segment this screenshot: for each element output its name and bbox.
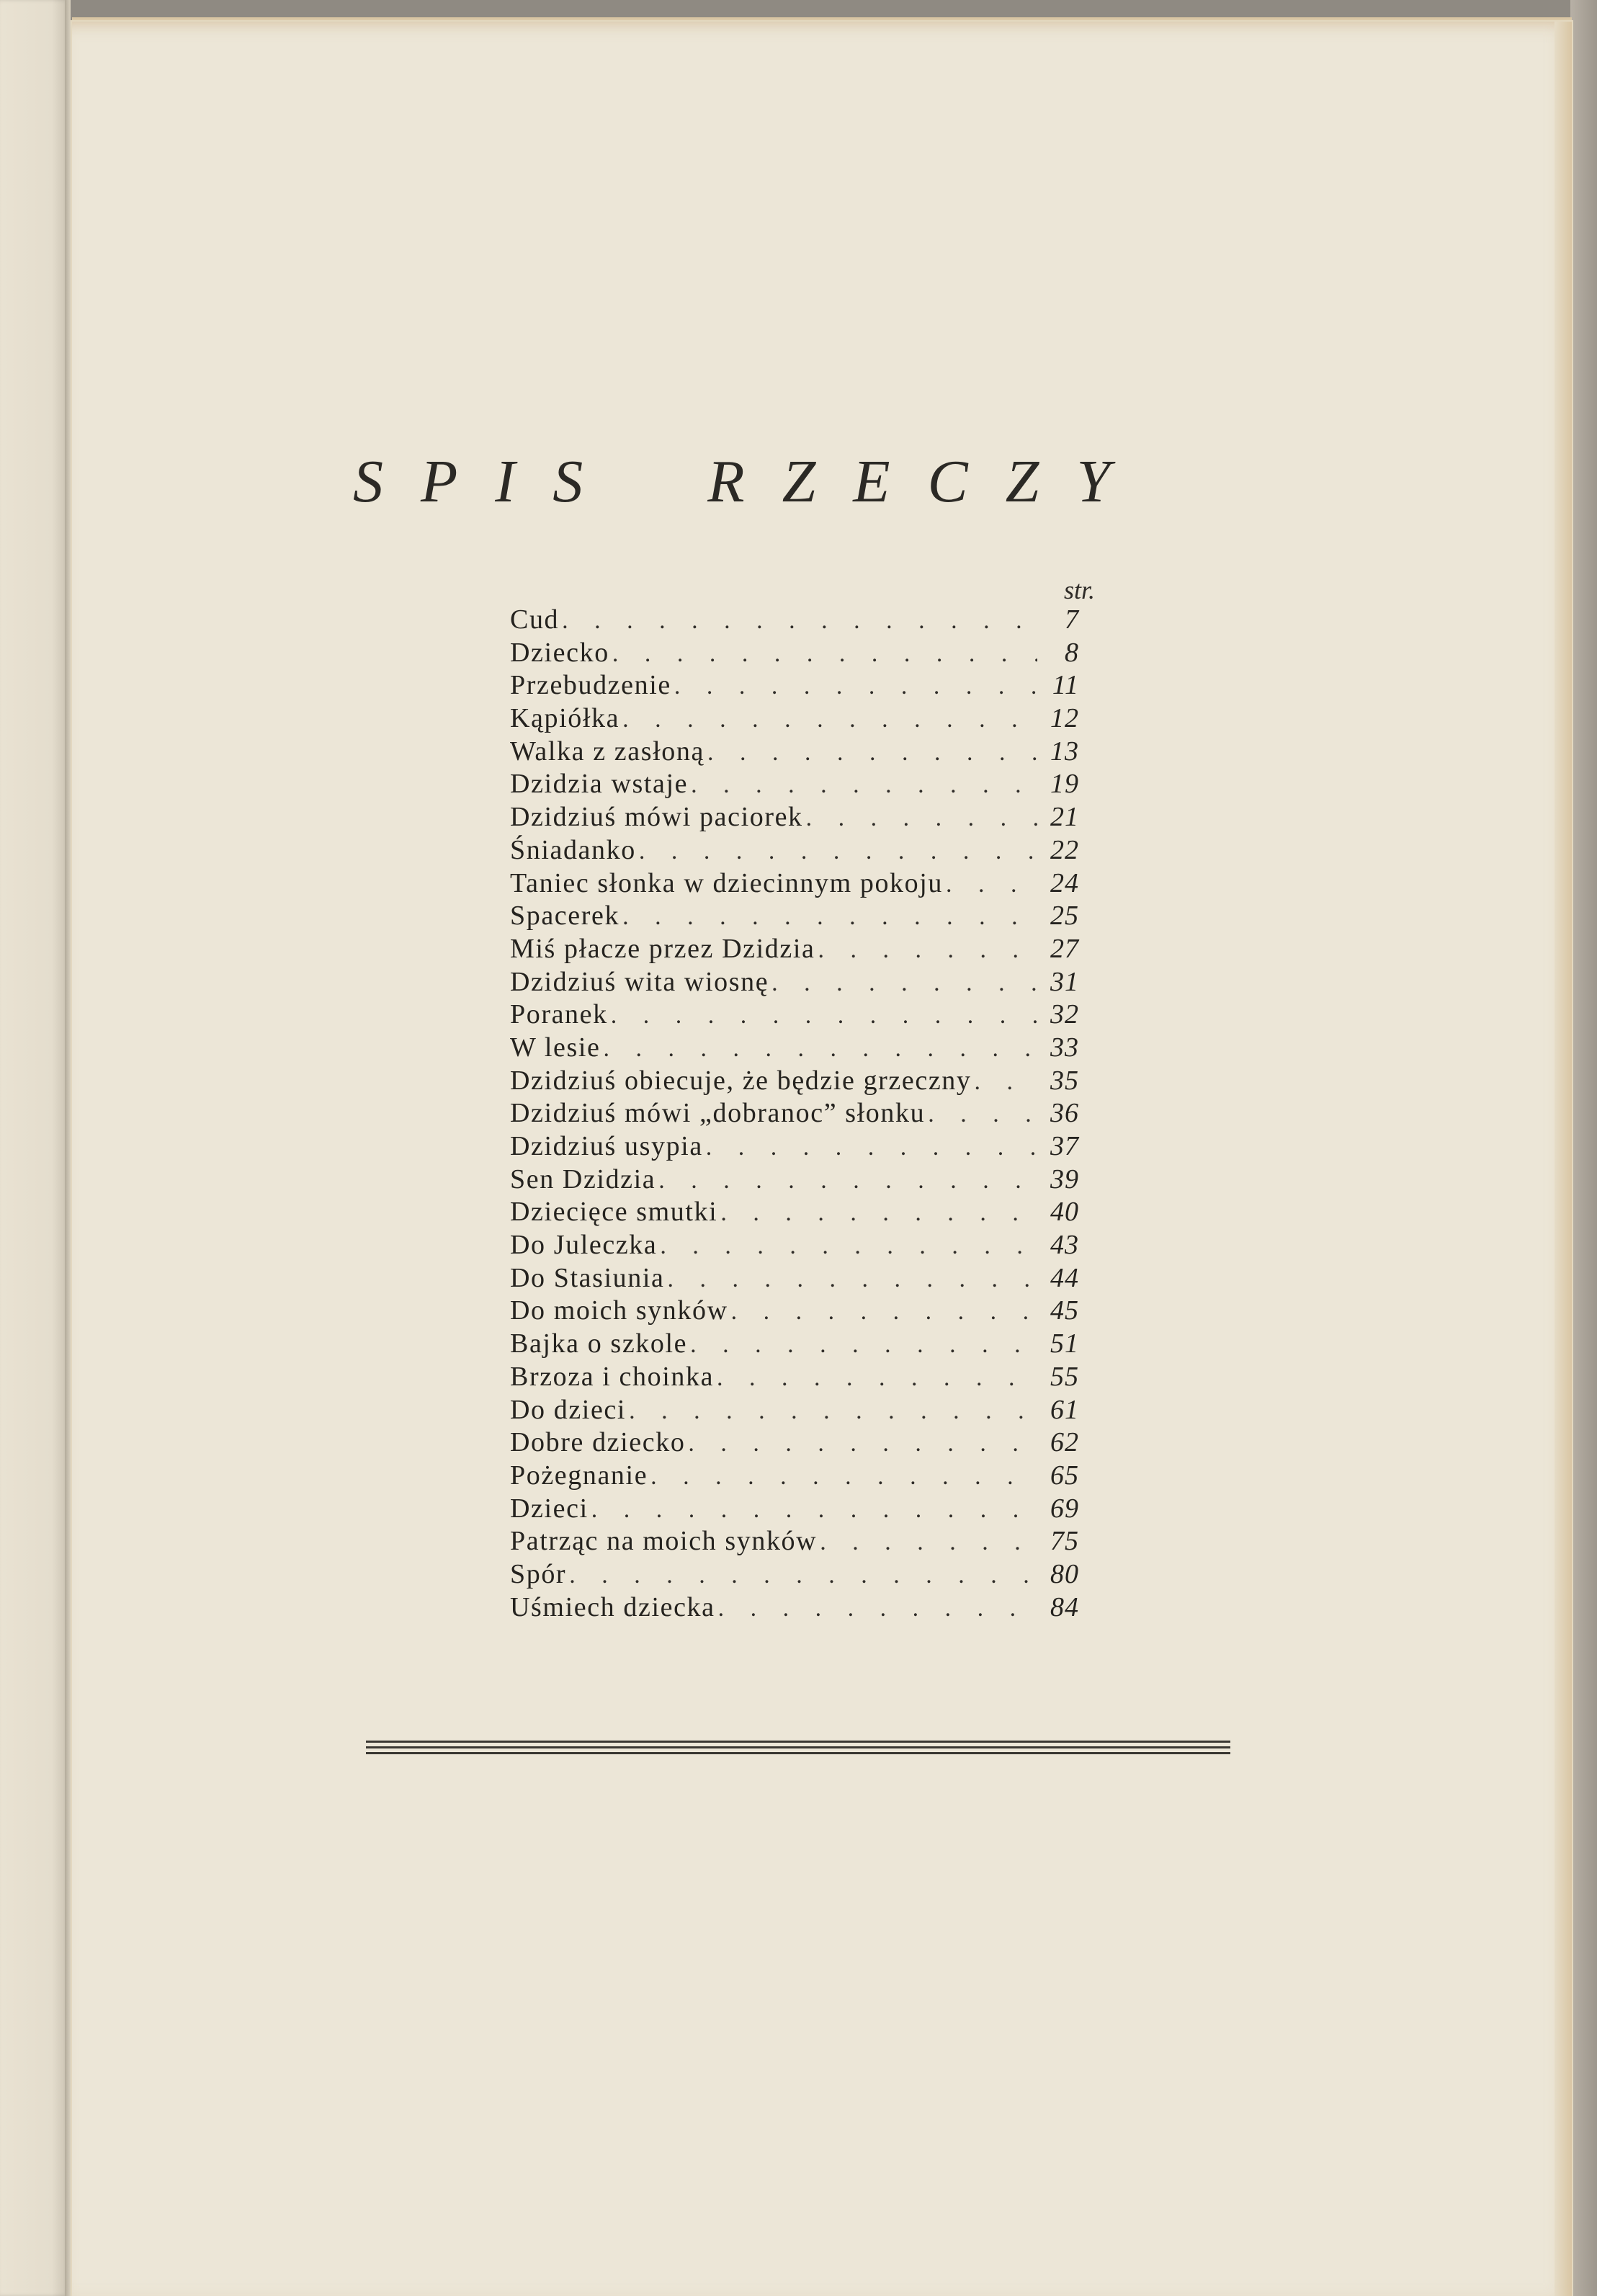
toc-entry — [510, 768, 1079, 801]
toc-entry-page: 44 — [1050, 1262, 1079, 1293]
toc-dot-leader — [818, 934, 1037, 967]
rule-line-middle — [366, 1746, 1230, 1748]
toc-dot-leader — [569, 1559, 1037, 1592]
toc-dot-leader — [946, 868, 1037, 901]
toc-entry — [510, 933, 1079, 966]
toc-entry-page: 62 — [1050, 1427, 1079, 1458]
toc-entry-page: 37 — [1050, 1131, 1079, 1161]
toc-entry — [510, 604, 1079, 637]
toc-entry — [510, 1130, 1079, 1163]
toc-entry-page: 75 — [1050, 1526, 1079, 1557]
toc-dot-leader — [660, 1230, 1037, 1263]
toc-entry-page: 24 — [1050, 867, 1079, 898]
toc-entry-title: Śniadanko — [510, 834, 636, 865]
toc-entry-page: 84 — [1050, 1591, 1079, 1622]
toc-entry-title: Dzidziuś wita wiosnę — [510, 966, 769, 997]
toc-entry-title: Sen Dzidzia — [510, 1163, 656, 1194]
toc-entry-title: Dzidziuś obiecuje, że będzie grzeczny — [510, 1065, 972, 1096]
toc-entry — [510, 1558, 1079, 1591]
toc-dot-leader — [611, 999, 1037, 1032]
page-number-column-label: str. — [1063, 576, 1095, 604]
toc-entry — [510, 637, 1079, 670]
toc-entry — [510, 1229, 1079, 1262]
toc-dot-leader — [691, 769, 1037, 802]
toc-entry-title: Dzieci — [510, 1493, 589, 1524]
toc-entry — [510, 1295, 1079, 1328]
toc-entry — [510, 834, 1079, 867]
toc-entry-title: Kąpiółka — [510, 703, 620, 734]
toc-dot-leader — [604, 1032, 1037, 1066]
toc-entry — [510, 1196, 1079, 1229]
toc-entry-title: Spacerek — [510, 901, 620, 932]
toc-entry-title: Pożegnanie — [510, 1460, 648, 1491]
toc-entry — [510, 1591, 1079, 1625]
toc-dot-leader — [718, 1592, 1037, 1625]
toc-dot-leader — [720, 1197, 1037, 1230]
toc-entry-page: 61 — [1050, 1394, 1079, 1425]
toc-entry-title: Miś płacze przez Dzidzia — [510, 933, 815, 964]
toc-dot-leader — [975, 1066, 1038, 1099]
toc-entry-title: Bajka o szkole — [510, 1328, 688, 1359]
toc-entry-title: Spór — [510, 1558, 567, 1589]
toc-entry-page: 33 — [1050, 1032, 1079, 1063]
toc-entry-title: Do dzieci — [510, 1394, 627, 1425]
toc-entry — [510, 1394, 1079, 1427]
toc-dot-leader — [706, 1131, 1037, 1164]
toc-entry — [510, 1328, 1079, 1361]
toc-entry-page: 25 — [1050, 901, 1079, 932]
page-title: SPIS RZECZY — [353, 448, 1148, 515]
toc-entry — [510, 1097, 1079, 1130]
toc-entry-title: Walka z zasłoną — [510, 736, 704, 767]
toc-dot-leader — [771, 967, 1037, 1000]
toc-dot-leader — [639, 835, 1037, 868]
toc-dot-leader — [690, 1328, 1037, 1362]
toc-entry-title: Przebudzenie — [510, 670, 671, 701]
toc-entry-page: 65 — [1050, 1460, 1079, 1491]
rule-line-bottom — [366, 1752, 1230, 1754]
toc-entry-title: Dzidziuś usypia — [510, 1131, 703, 1161]
toc-entry — [510, 702, 1079, 736]
toc-dot-leader — [667, 1263, 1037, 1296]
toc-entry-page: 31 — [1050, 966, 1079, 997]
toc-entry-title: Dzidziuś mówi paciorek — [510, 802, 803, 833]
left-page-edge — [0, 0, 69, 2296]
toc-entry-page: 39 — [1050, 1163, 1079, 1194]
toc-entry-page: 12 — [1050, 703, 1079, 734]
toc-entry-title: Patrząc na moich synków — [510, 1526, 818, 1557]
toc-entry — [510, 867, 1079, 901]
toc-entry-page: 8 — [1065, 637, 1079, 668]
toc-entry-page: 40 — [1050, 1197, 1079, 1228]
toc-entry-page: 11 — [1052, 670, 1079, 701]
toc-entry — [510, 1262, 1079, 1295]
toc-dot-leader — [928, 1098, 1037, 1131]
toc-entry — [510, 999, 1079, 1032]
toc-dot-leader — [806, 802, 1037, 835]
toc-entry-page: 13 — [1050, 736, 1079, 767]
toc-entry — [510, 1065, 1079, 1098]
toc-entry-page: 51 — [1050, 1328, 1079, 1359]
book-gutter — [65, 0, 71, 2296]
rule-line-top — [366, 1741, 1230, 1743]
toc-entry-title: Dobre dziecko — [510, 1427, 686, 1458]
toc-entry-title: W lesie — [510, 1032, 601, 1063]
toc-dot-leader — [629, 1395, 1037, 1428]
toc-entry-page: 43 — [1050, 1230, 1079, 1261]
toc-entry-title: Taniec słonka w dziecinnym pokoju — [510, 867, 943, 898]
toc-entry-title: Brzoza i choinka — [510, 1361, 715, 1392]
toc-entry-title: Do Juleczka — [510, 1230, 658, 1261]
toc-entry-page: 35 — [1050, 1065, 1079, 1096]
toc-dot-leader — [731, 1295, 1037, 1328]
toc-entry-page: 27 — [1050, 933, 1079, 964]
toc-entry-title: Uśmiech dziecka — [510, 1591, 715, 1622]
toc-entry — [510, 669, 1079, 702]
toc-dot-leader — [650, 1460, 1037, 1493]
toc-entry-page: 55 — [1050, 1361, 1079, 1392]
toc-entry-title: Cud — [510, 604, 560, 635]
toc-dot-leader — [820, 1526, 1037, 1559]
toc-entry — [510, 966, 1079, 999]
double-rule-divider — [366, 1741, 1230, 1756]
toc-entry — [510, 1460, 1079, 1493]
toc-dot-leader — [591, 1493, 1037, 1527]
toc-entry-title: Do moich synków — [510, 1295, 728, 1326]
toc-entry — [510, 801, 1079, 834]
toc-entry-page: 7 — [1065, 604, 1079, 635]
background-shadow — [1570, 0, 1597, 2296]
toc-entry — [510, 1361, 1079, 1394]
toc-entry-title: Dzidzia wstaje — [510, 769, 689, 800]
table-of-contents — [510, 604, 1079, 1624]
toc-entry — [510, 736, 1079, 769]
toc-dot-leader — [612, 638, 1037, 671]
toc-entry-page: 19 — [1050, 769, 1079, 800]
toc-entry — [510, 1426, 1079, 1460]
toc-dot-leader — [674, 670, 1037, 703]
toc-entry — [510, 900, 1079, 933]
toc-entry — [510, 1493, 1079, 1526]
toc-entry-page: 45 — [1050, 1295, 1079, 1326]
toc-entry-page: 22 — [1050, 834, 1079, 865]
toc-dot-leader — [622, 703, 1037, 736]
toc-entry-page: 21 — [1050, 802, 1079, 833]
toc-dot-leader — [707, 736, 1037, 769]
toc-entry-page: 32 — [1050, 999, 1079, 1030]
toc-dot-leader — [622, 901, 1037, 934]
toc-dot-leader — [688, 1427, 1037, 1460]
toc-dot-leader — [658, 1164, 1037, 1197]
toc-dot-leader — [562, 604, 1037, 638]
toc-entry-page: 80 — [1050, 1558, 1079, 1589]
toc-entry — [510, 1163, 1079, 1197]
toc-entry — [510, 1032, 1079, 1065]
toc-entry-page: 69 — [1050, 1493, 1079, 1524]
toc-entry-title: Poranek — [510, 999, 608, 1030]
toc-dot-leader — [717, 1362, 1037, 1395]
toc-entry-page: 36 — [1050, 1098, 1079, 1129]
page-right-edge — [1554, 22, 1572, 2296]
toc-entry-title: Do Stasiunia — [510, 1262, 665, 1293]
toc-entry-title: Dziecko — [510, 637, 609, 668]
toc-entry-title: Dzidziuś mówi „dobranoc” słonku — [510, 1098, 926, 1129]
toc-entry — [510, 1525, 1079, 1558]
toc-entry-title: Dziecięce smutki — [510, 1197, 718, 1228]
